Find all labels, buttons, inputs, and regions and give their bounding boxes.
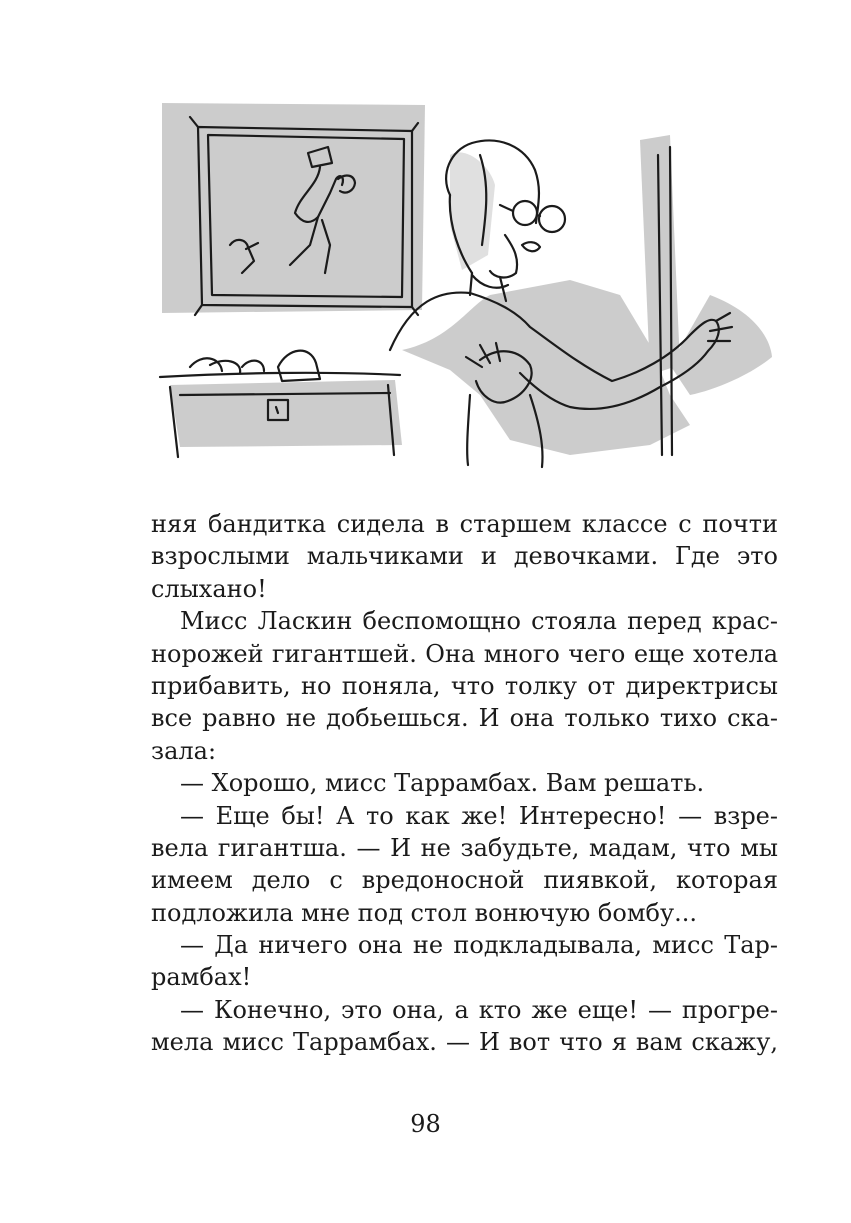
text-line: взрослыми мальчиками и девочками. Где это xyxy=(151,542,778,571)
text-line: зала: xyxy=(151,736,217,765)
text-line: подложила мне под стол вонючую бомбу... xyxy=(151,898,697,927)
text-line: слыхано! xyxy=(151,574,267,603)
text-line: вела гигантша. — И не забудьте, мадам, что мы xyxy=(151,833,778,862)
text-line: рамбах! xyxy=(151,963,252,992)
text-line: няя бандитка сидела в старшем классе с почти xyxy=(151,510,778,538)
woman-with-glasses-illustration-icon xyxy=(150,95,790,475)
text-line: норожей гигантшей. Она много чего еще хотела xyxy=(151,639,778,668)
text-line: имеем дело с вредоносной пиявкой, которая xyxy=(151,866,778,895)
text-line: мела мисс Таррамбах. — И вот что я вам скажу, xyxy=(151,1028,778,1057)
text-line: — Еще бы! А то как же! Интересно! — взре- xyxy=(180,801,778,830)
illustration xyxy=(150,95,790,475)
text-line: — Конечно, это она, а кто же еще! — прогре- xyxy=(180,995,778,1024)
text-line: — Да ничего она не подкладывала, мисс Тар- xyxy=(180,931,778,960)
page-number: 98 xyxy=(410,1110,441,1138)
body-text xyxy=(151,508,778,1059)
text-line: все равно не добьешься. И она только тихо ска- xyxy=(151,704,778,733)
text-line: прибавить, но поняла, что толку от директрисы xyxy=(151,671,778,700)
text-line: — Хорошо, мисс Таррамбах. Вам решать. xyxy=(180,769,705,798)
text-line: Мисс Ласкин беспомощно стояла перед крас- xyxy=(180,607,778,636)
